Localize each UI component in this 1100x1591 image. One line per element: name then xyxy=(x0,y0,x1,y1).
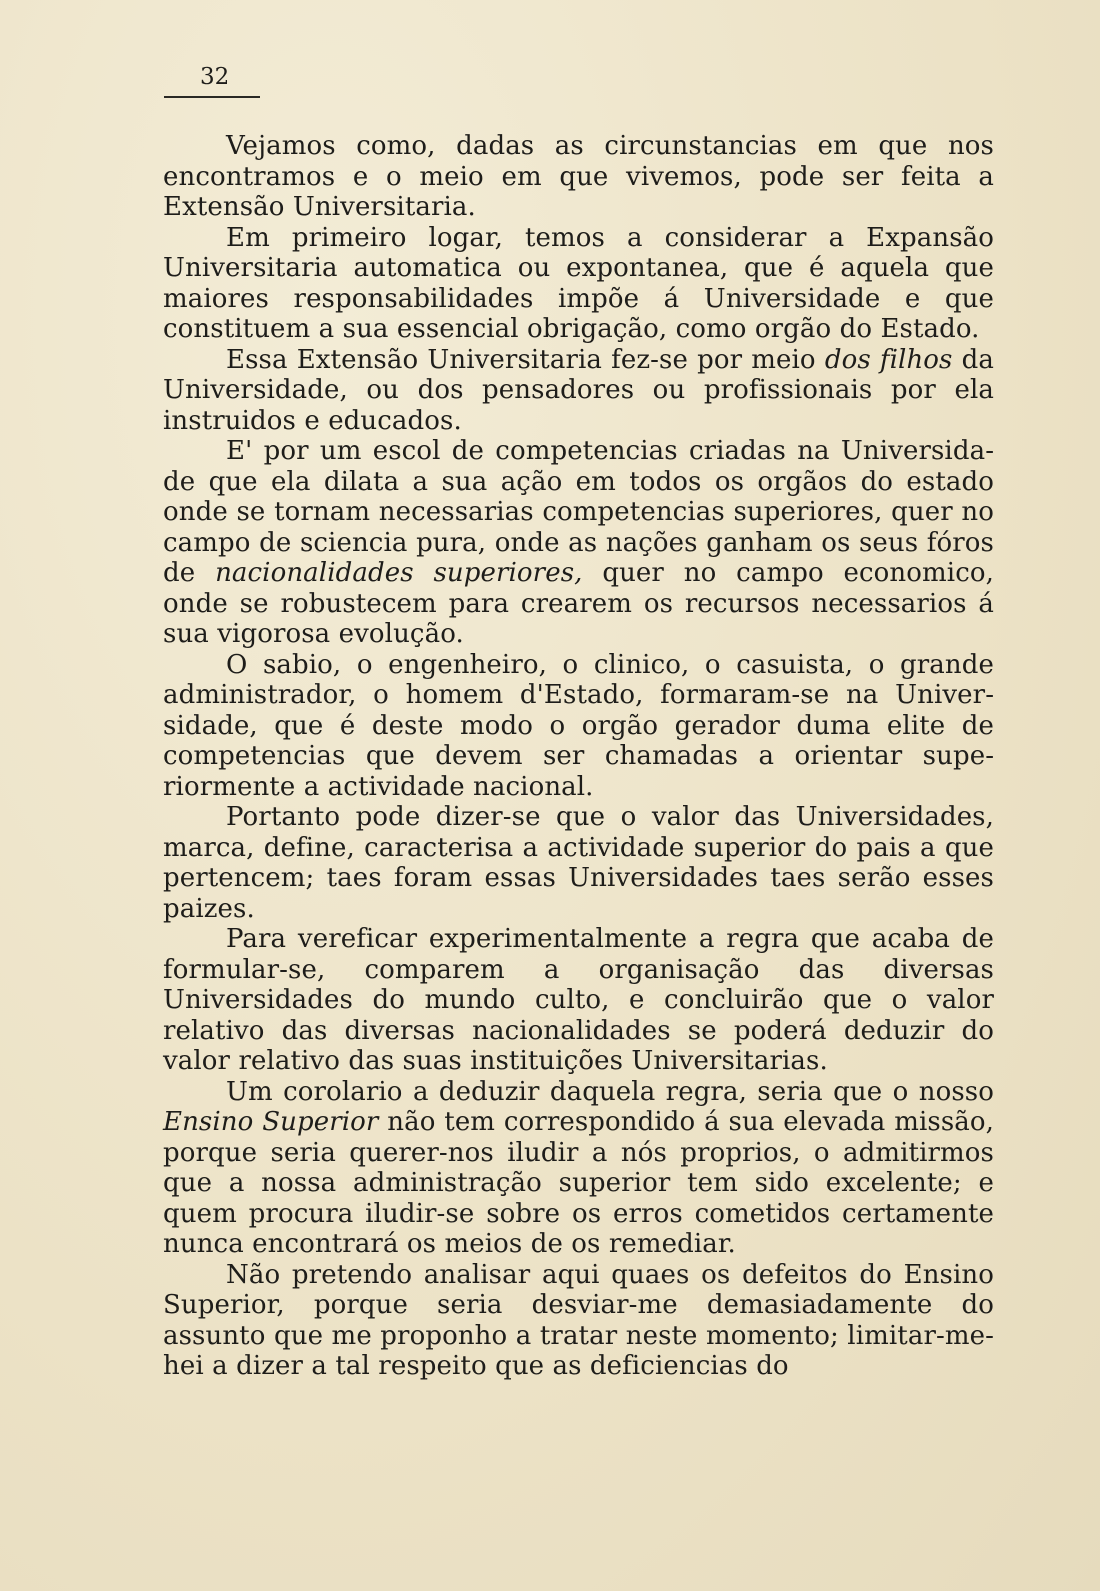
paragraph: O sabio, o engenheiro, o clinico, o casuista, o grande administrador, o homem d'Estado, formaram-se na Universidade, que é deste modo o orgão gerador duma elite de competencias que devem ser chamadas a orientar superiormente a actividade nacional. xyxy=(163,649,994,802)
italic-phrase: dos filhos xyxy=(824,344,953,375)
paragraph: Portanto pode dizer-se que o valor das Universidades, marca, define, caracterisa a actividade superior do pais a que pertencem; taes foram essas Universidades taes serão esses paizes. xyxy=(163,802,994,924)
italic-phrase: Ensino Superior xyxy=(163,1107,379,1137)
page-number: 32 xyxy=(200,64,230,90)
paragraph: Em primeiro logar, temos a considerar a Expansão Universitaria automatica ou expontanea, que é aquela que maiores responsabilidades impõe á Universidade e que constituem a sua essencial obrigação, como orgão do Estado. xyxy=(163,222,994,344)
paragraph: Vejamos como, dadas as circunstancias em que nos encontramos e o meio em que vivemos, pode ser feita a Extensão Universitaria. xyxy=(163,131,994,222)
italic-phrase: nacionalidades superiores, xyxy=(215,558,583,588)
paragraph: Para vereficar experimentalmente a regra que acaba de formular-se, comparem a organisação das diversas Universidades do mundo culto, e concluirão que o valor relativo das diversas nacionalidades se poderá deduzir do valor relativo das suas instituições Universitarias. xyxy=(163,924,994,1076)
paragraph: Não pretendo analisar aqui quaes os defeitos do Ensino Superior, porque seria desviar-me demasiadamente do assunto que me proponho a tratar neste momento; limitar-me-hei a dizer a tal respeito que as deficiencias do xyxy=(163,1259,994,1381)
body-text xyxy=(163,131,994,1382)
page-number-rule xyxy=(164,96,260,98)
paragraph: Essa Extensão Universitaria fez-se por meio dos filhos da Universidade, ou dos pensadores ou profissionais por ela instruidos e educados. xyxy=(163,344,995,436)
paragraph: Um corolario a deduzir daquela regra, seria que o nosso Ensino Superior não tem correspondido á sua elevada missão, porque seria querer-nos iludir a nós proprios, o admitirmos que a nossa administração superior tem sido excelente; e quem procura iludir-se sobre os erros cometidos certamente nunca encontrará os meios de os remediar. xyxy=(163,1076,994,1259)
paragraph: E' por um escol de competencias criadas na Universidade que ela dilata a sua ação em todos os orgãos do estado onde se tornam necessarias competencias superiores, quer no campo de sciencia pura, onde as nações ganham os seus fóros de nacionalidades superiores, quer no campo economico, onde se robustecem para crearem os recursos necessarios á sua vigorosa evolução. xyxy=(163,436,994,649)
